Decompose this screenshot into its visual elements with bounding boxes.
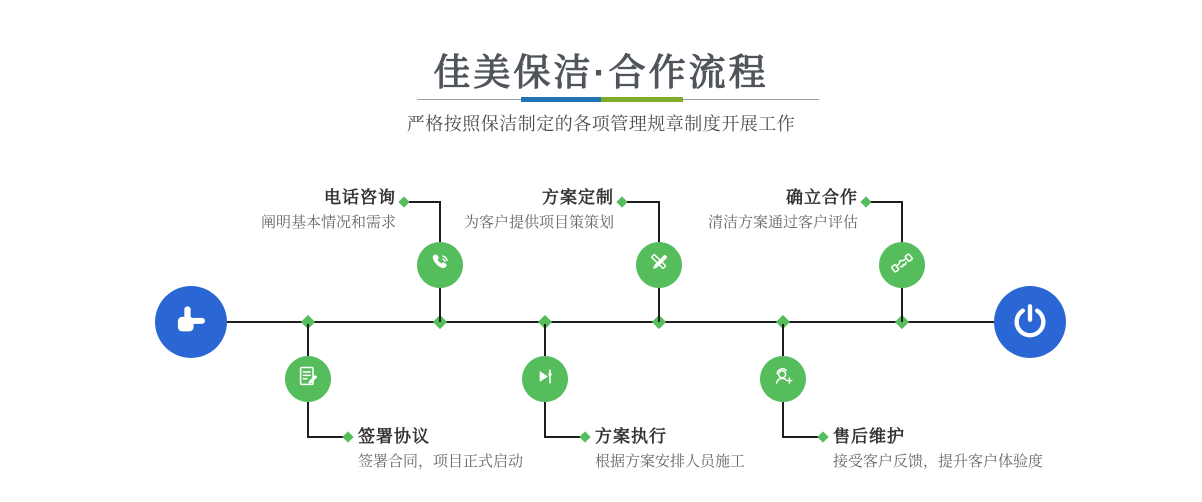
label-diamond [342,431,353,442]
end-node [994,286,1066,358]
page-subtitle: 严格按照保洁制定的各项管理规章制度开展工作 [406,114,796,134]
step-desc: 阐明基本情况和需求 [260,214,396,231]
step-desc: 清洁方案通过客户评估 [707,214,858,231]
connector [782,402,784,438]
step-desc: 接受客户反馈，提升客户体验度 [833,453,1044,470]
power-icon [1010,300,1050,345]
connector [901,288,903,322]
step-node-aftersale [760,356,806,402]
step-node-phone [417,242,463,288]
connector [439,288,441,322]
step-desc: 为客户提供项目策策划 [463,214,614,231]
step-label-plan-execute [595,427,855,471]
step-node-design [636,242,682,288]
connector [782,436,819,438]
connector [782,324,784,356]
step-title: 方案执行 [595,427,667,446]
handshake-icon [888,249,916,282]
step-desc: 签署合同，项目正式启动 [358,453,524,470]
timeline-line [227,321,994,323]
step-label-plan-custom [354,188,614,232]
step-label-after-sale [833,427,1113,471]
connector [871,201,902,203]
step-desc: 根据方案安排人员施工 [595,453,746,470]
step-title: 电话咨询 [324,188,396,207]
step-node-sign [285,356,331,402]
connector [544,324,546,356]
step-node-execute [522,356,568,402]
title-divider-green-segment [601,97,683,102]
signed-document-icon [295,363,322,395]
step-node-handshake [879,242,925,288]
page-title: 佳美保洁·合作流程 [433,52,769,93]
step-label-confirm-coop [598,188,858,232]
step-title: 确立合作 [786,188,858,207]
customer-service-icon [770,363,797,395]
step-title: 签署协议 [358,427,430,446]
start-node [155,286,227,358]
play-execute-icon [532,363,559,395]
connector [544,436,581,438]
connector [544,402,546,438]
step-title: 方案定制 [542,188,614,207]
connector [307,402,309,438]
title-divider-blue-segment [521,97,601,102]
label-diamond [860,196,871,207]
phone-icon [427,249,454,281]
step-label-sign-agreement [358,427,618,471]
hand-pointer-icon [170,299,212,346]
connector [901,201,903,242]
step-title: 售后维护 [833,427,905,446]
connector [307,324,309,356]
connector [307,436,344,438]
connector [658,288,660,322]
design-tools-icon [646,249,673,281]
